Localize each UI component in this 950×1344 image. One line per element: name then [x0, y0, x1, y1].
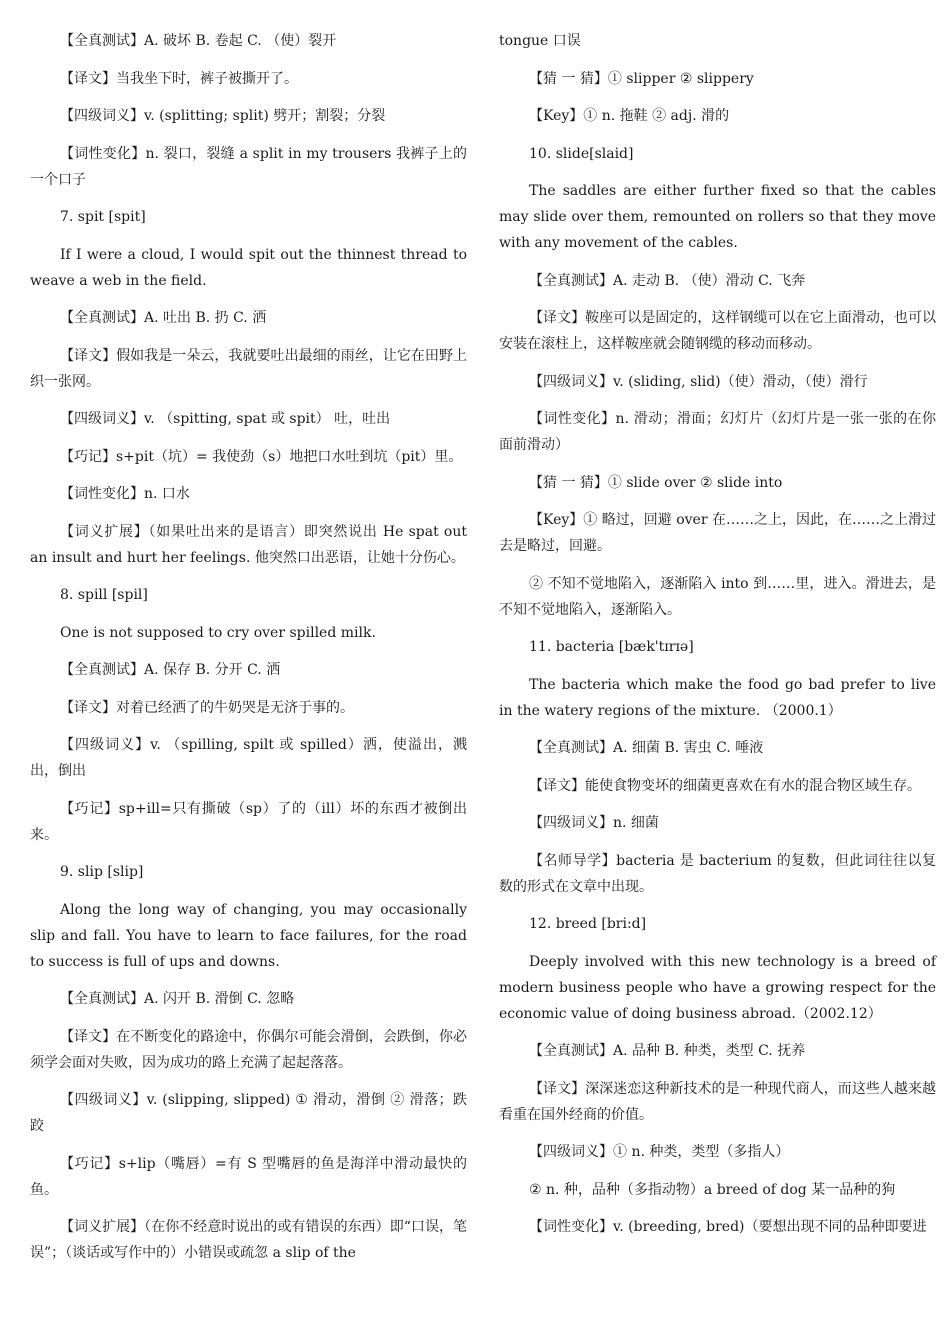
- meaning-extension: 【词义扩展】（如果吐出来的是语言）即突然说出 He spat out an insult and hurt her feelings. 他突然口出恶语，让她十分伤心。: [30, 523, 467, 566]
- cet4-meaning: 【四级词义】v. (sliding, slid)（使）滑动，（使）滑行: [529, 373, 868, 390]
- test-options: 【全真测试】A. 走动 B. （使）滑动 C. 飞奔: [529, 272, 806, 289]
- translation: 【译文】能使食物变坏的细菌更喜欢在有水的混合物区域生存。: [529, 777, 921, 794]
- memory-trick: 【巧记】s+lip（嘴唇）=有 S 型嘴唇的鱼是海洋中滑动最快的鱼。: [30, 1155, 467, 1198]
- translation: 【译文】鞍座可以是固定的，这样钢缆可以在它上面滑动，也可以安装在滚柱上，这样鞍座就会随钢缆的移动而移动。: [499, 310, 936, 352]
- cet4-meaning: 【四级词义】n. 细菌: [529, 815, 659, 831]
- translation: 【译文】当我坐下时，裤子被撕开了。: [60, 70, 298, 87]
- cet4-meaning: 【四级词义】v. （spilling, spilt 或 spilled）洒，使溢出，溅出，倒出: [30, 737, 467, 779]
- example-sentence: The saddles are either further fixed so that the cables may slide over them, remounted on rollers so that they move with any movement of the cables.: [499, 183, 936, 251]
- cet4-meaning-continued: ② n. 种，品种（多指动物）a breed of dog 某一品种的狗: [529, 1181, 896, 1198]
- memory-trick: 【巧记】sp+ill=只有撕破（sp）了的（ill）坏的东西才被倒出来。: [30, 800, 467, 843]
- example-sentence: One is not supposed to cry over spilled milk.: [60, 624, 376, 641]
- part-of-speech-change: 【词性变化】n. 裂口，裂缝 a split in my trousers 我裤子上的一个口子: [30, 145, 467, 188]
- test-options: 【全真测试】A. 吐出 B. 扔 C. 洒: [60, 310, 267, 326]
- part-of-speech-change: 【词性变化】n. 口水: [60, 486, 190, 502]
- entry-heading-spit: 7. spit [spit]: [60, 209, 146, 225]
- translation: 【译文】对着已经洒了的牛奶哭是无济于事的。: [60, 699, 354, 716]
- left-column: [30, 28, 467, 1278]
- answer-key-continued: ② 不知不觉地陷入，逐渐陷入 into 到……里，进入。滑进去，是不知不觉地陷入，逐渐陷入。: [499, 575, 936, 618]
- guess-exercise: 【猜 一 猜】① slipper ② slippery: [529, 70, 754, 87]
- continued-text: tongue 口误: [499, 33, 581, 49]
- translation: 【译文】假如我是一朵云，我就要吐出最细的雨丝，让它在田野上织一张网。: [30, 347, 467, 390]
- test-options: 【全真测试】A. 保存 B. 分开 C. 洒: [60, 662, 281, 678]
- cet4-meaning: 【四级词义】① n. 种类，类型（多指人）: [529, 1144, 790, 1160]
- test-options: 【全真测试】A. 闪开 B. 滑倒 C. 忽略: [60, 991, 295, 1007]
- answer-key: 【Key】① 略过，回避 over 在……之上，因此，在……之上滑过去是略过，回避。: [499, 512, 936, 554]
- teacher-guide: 【名师导学】bacteria 是 bacterium 的复数，但此词往往以复数的形式在文章中出现。: [499, 852, 936, 895]
- example-sentence: The bacteria which make the food go bad prefer to live in the watery regions of the mixture. （2000.1）: [499, 676, 936, 719]
- cet4-meaning: 【四级词义】v. (slipping, slipped) ① 滑动，滑倒 ② 滑落；跌跤: [30, 1092, 467, 1134]
- part-of-speech-change: 【词性变化】v. (breeding, bred)（要想出现不同的品种即要进: [529, 1219, 927, 1235]
- part-of-speech-change: 【词性变化】n. 滑动；滑面；幻灯片（幻灯片是一张一张的在你面前滑动）: [499, 411, 936, 453]
- entry-heading-bacteria: 11. bacteria [bæk'tɪrɪə]: [529, 639, 694, 655]
- entry-heading-breed: 12. breed [bri:d]: [529, 916, 647, 932]
- test-options: 【全真测试】A. 细菌 B. 害虫 C. 唾液: [529, 740, 764, 756]
- example-sentence: Along the long way of changing, you may occasionally slip and fall. You have to learn to face failures, for the road to success is full of ups and downs.: [30, 901, 467, 970]
- answer-key: 【Key】① n. 拖鞋 ② adj. 滑的: [529, 108, 730, 124]
- test-options: 【全真测试】A. 品种 B. 种类，类型 C. 抚养: [529, 1043, 806, 1059]
- entry-heading-slide: 10. slide[slaid]: [529, 145, 634, 162]
- entry-heading-slip: 9. slip [slip]: [60, 864, 144, 880]
- entry-heading-spill: 8. spill [spil]: [60, 587, 148, 603]
- cet4-meaning: 【四级词义】v. （spitting, spat 或 spit） 吐，吐出: [60, 411, 391, 427]
- right-column: [499, 28, 936, 1252]
- memory-trick: 【巧记】s+pit（坑）= 我使劲（s）地把口水吐到坑（pit）里。: [60, 448, 463, 465]
- cet4-meaning: 【四级词义】v. (splitting; split) 劈开；割裂；分裂: [60, 108, 386, 124]
- meaning-extension: 【词义扩展】（在你不经意时说出的或有错误的东西）即“口误，笔误”；（谈话或写作中的）小错误或疏忽 a slip of the: [30, 1219, 467, 1261]
- example-sentence: Deeply involved with this new technology is a breed of modern business people who have a growing respect for the economic value of doing business abroad.（2002.12）: [499, 953, 936, 1022]
- example-sentence: If I were a cloud, I would spit out the thinnest thread to weave a web in the field.: [30, 246, 467, 289]
- guess-exercise: 【猜 一 猜】① slide over ② slide into: [529, 474, 783, 491]
- translation: 【译文】深深迷恋这种新技术的是一种现代商人，而这些人越来越看重在国外经商的价值。: [499, 1080, 936, 1123]
- test-options: 【全真测试】A. 破坏 B. 卷起 C. （使）裂开: [60, 33, 337, 49]
- translation: 【译文】在不断变化的路途中，你偶尔可能会滑倒，会跌倒，你必须学会面对失败，因为成功的路上充满了起起落落。: [30, 1028, 467, 1071]
